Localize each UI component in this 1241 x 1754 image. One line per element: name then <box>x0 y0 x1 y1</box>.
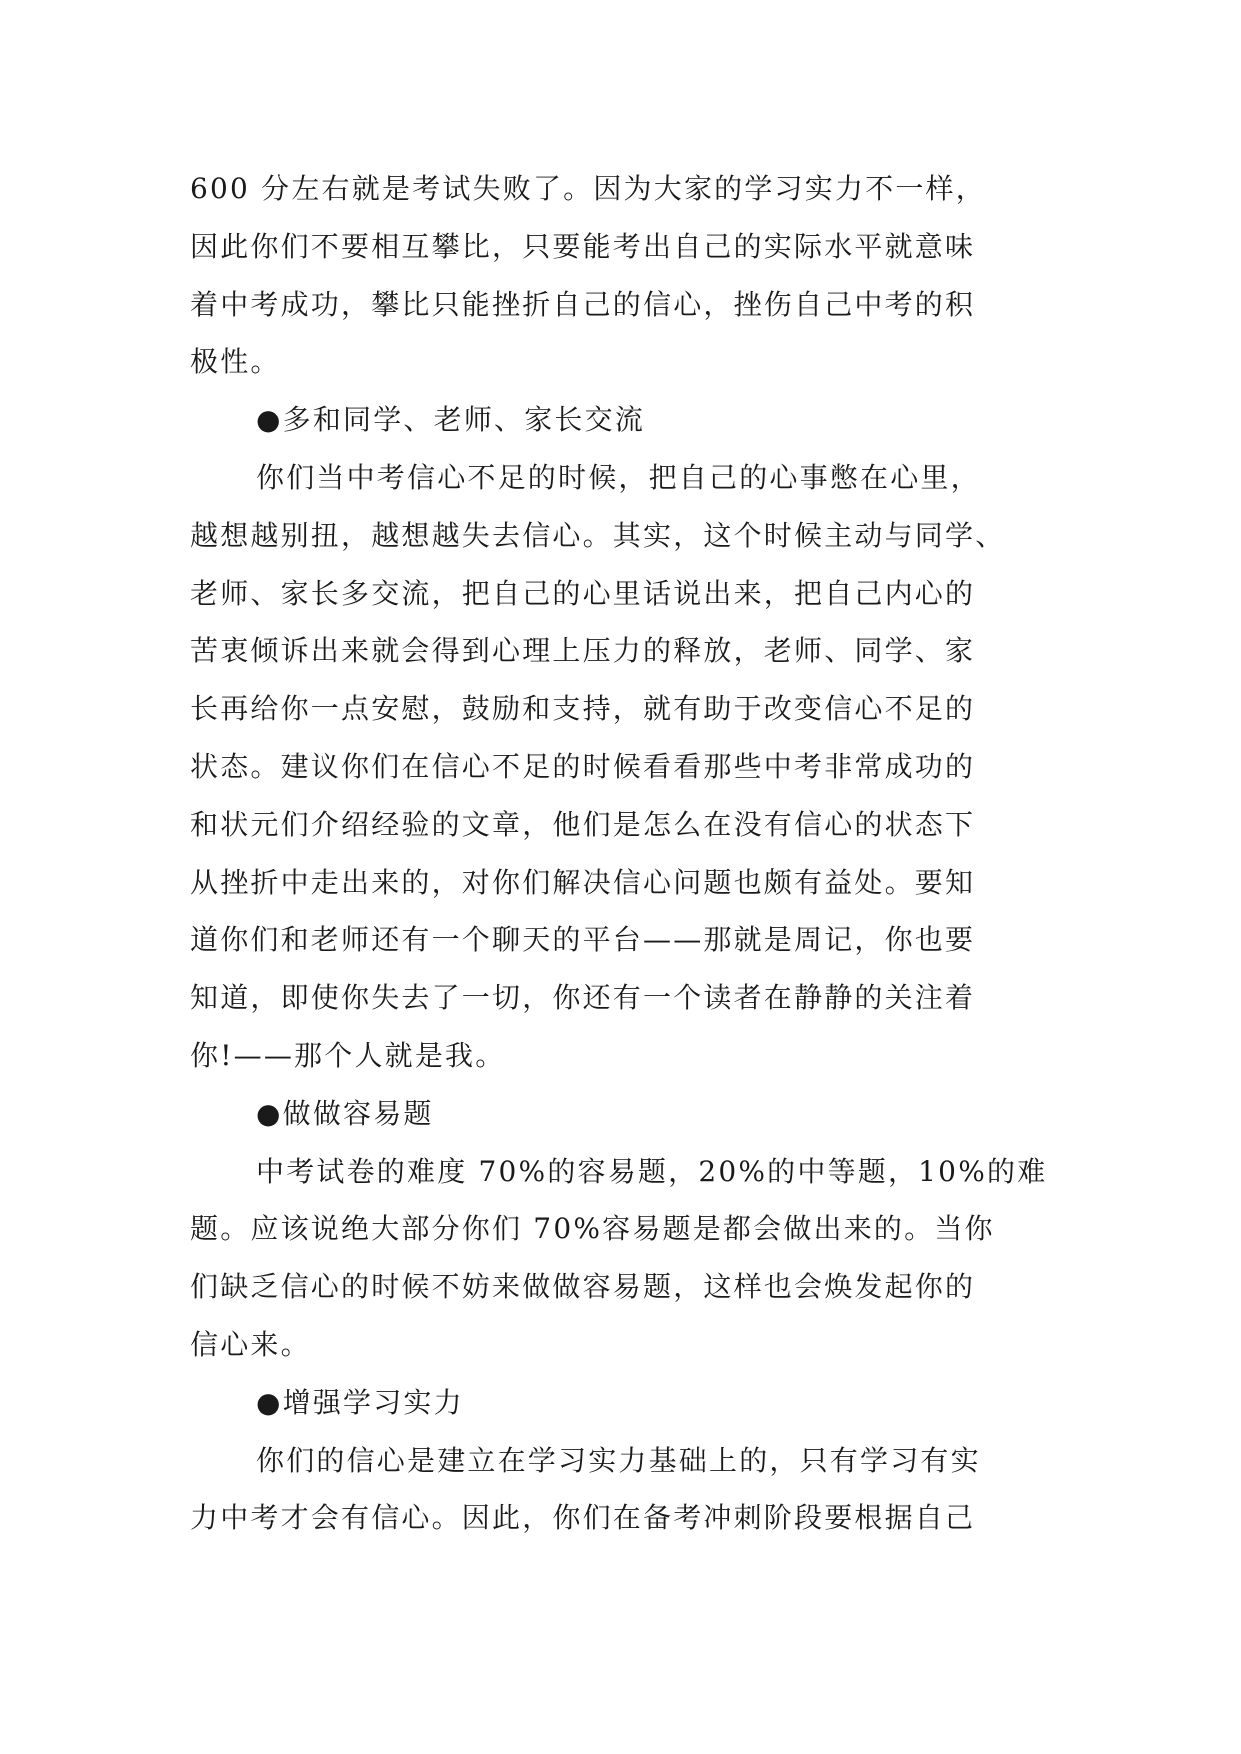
text-line: 和状元们介绍经验的文章，他们是怎么在没有信心的状态下 <box>190 807 976 841</box>
text-line: 中考试卷的难度 70%的容易题，20%的中等题，10%的难 <box>256 1154 1048 1188</box>
text-line: 越想越别扭，越想越失去信心。其实，这个时候主动与同学、 <box>190 518 1006 552</box>
text-line: 道你们和老师还有一个聊天的平台——那就是周记，你也要 <box>190 923 976 957</box>
text-line: 长再给你一点安慰，鼓励和支持，就有助于改变信心不足的 <box>190 692 976 726</box>
text-line: 从挫折中走出来的，对你们解决信心问题也颇有益处。要知 <box>190 865 976 899</box>
text-line: 你们当中考信心不足的时候，把自己的心事憋在心里， <box>256 460 981 494</box>
text-line: 着中考成功，攀比只能挫折自己的信心，挫伤自己中考的积 <box>190 287 976 321</box>
text-line: 600 分左右就是考试失败了。因为大家的学习实力不一样， <box>190 172 986 205</box>
text-line: 状态。建议你们在信心不足的时候看看那些中考非常成功的 <box>190 749 976 783</box>
text-line: 极性。 <box>190 345 281 379</box>
section-heading-easy-questions: ●做做容易题 <box>256 1096 434 1130</box>
text-line: 你!——那个人就是我。 <box>190 1038 506 1072</box>
text-line: 苦衷倾诉出来就会得到心理上压力的释放，老师、同学、家 <box>190 634 976 668</box>
text-line: 力中考才会有信心。因此，你们在备考冲刺阶段要根据自己 <box>190 1501 976 1535</box>
section-heading-strength: ●增强学习实力 <box>256 1385 464 1419</box>
text-line: 你们的信心是建立在学习实力基础上的，只有学习有实 <box>256 1443 981 1477</box>
section-heading-communication: ●多和同学、老师、家长交流 <box>256 403 646 437</box>
text-line: 老师、家长多交流，把自己的心里话说出来，把自己内心的 <box>190 576 976 610</box>
text-line: 题。应该说绝大部分你们 70%容易题是都会做出来的。当你 <box>190 1212 995 1246</box>
text-line: 知道，即使你失去了一切，你还有一个读者在静静的关注着 <box>190 981 976 1015</box>
text-line: 信心来。 <box>190 1327 311 1361</box>
text-line: 们缺乏信心的时候不妨来做做容易题，这样也会焕发起你的 <box>190 1270 976 1304</box>
text-line: 因此你们不要相互攀比，只要能考出自己的实际水平就意味 <box>190 229 976 263</box>
body-text <box>190 160 1060 1547</box>
